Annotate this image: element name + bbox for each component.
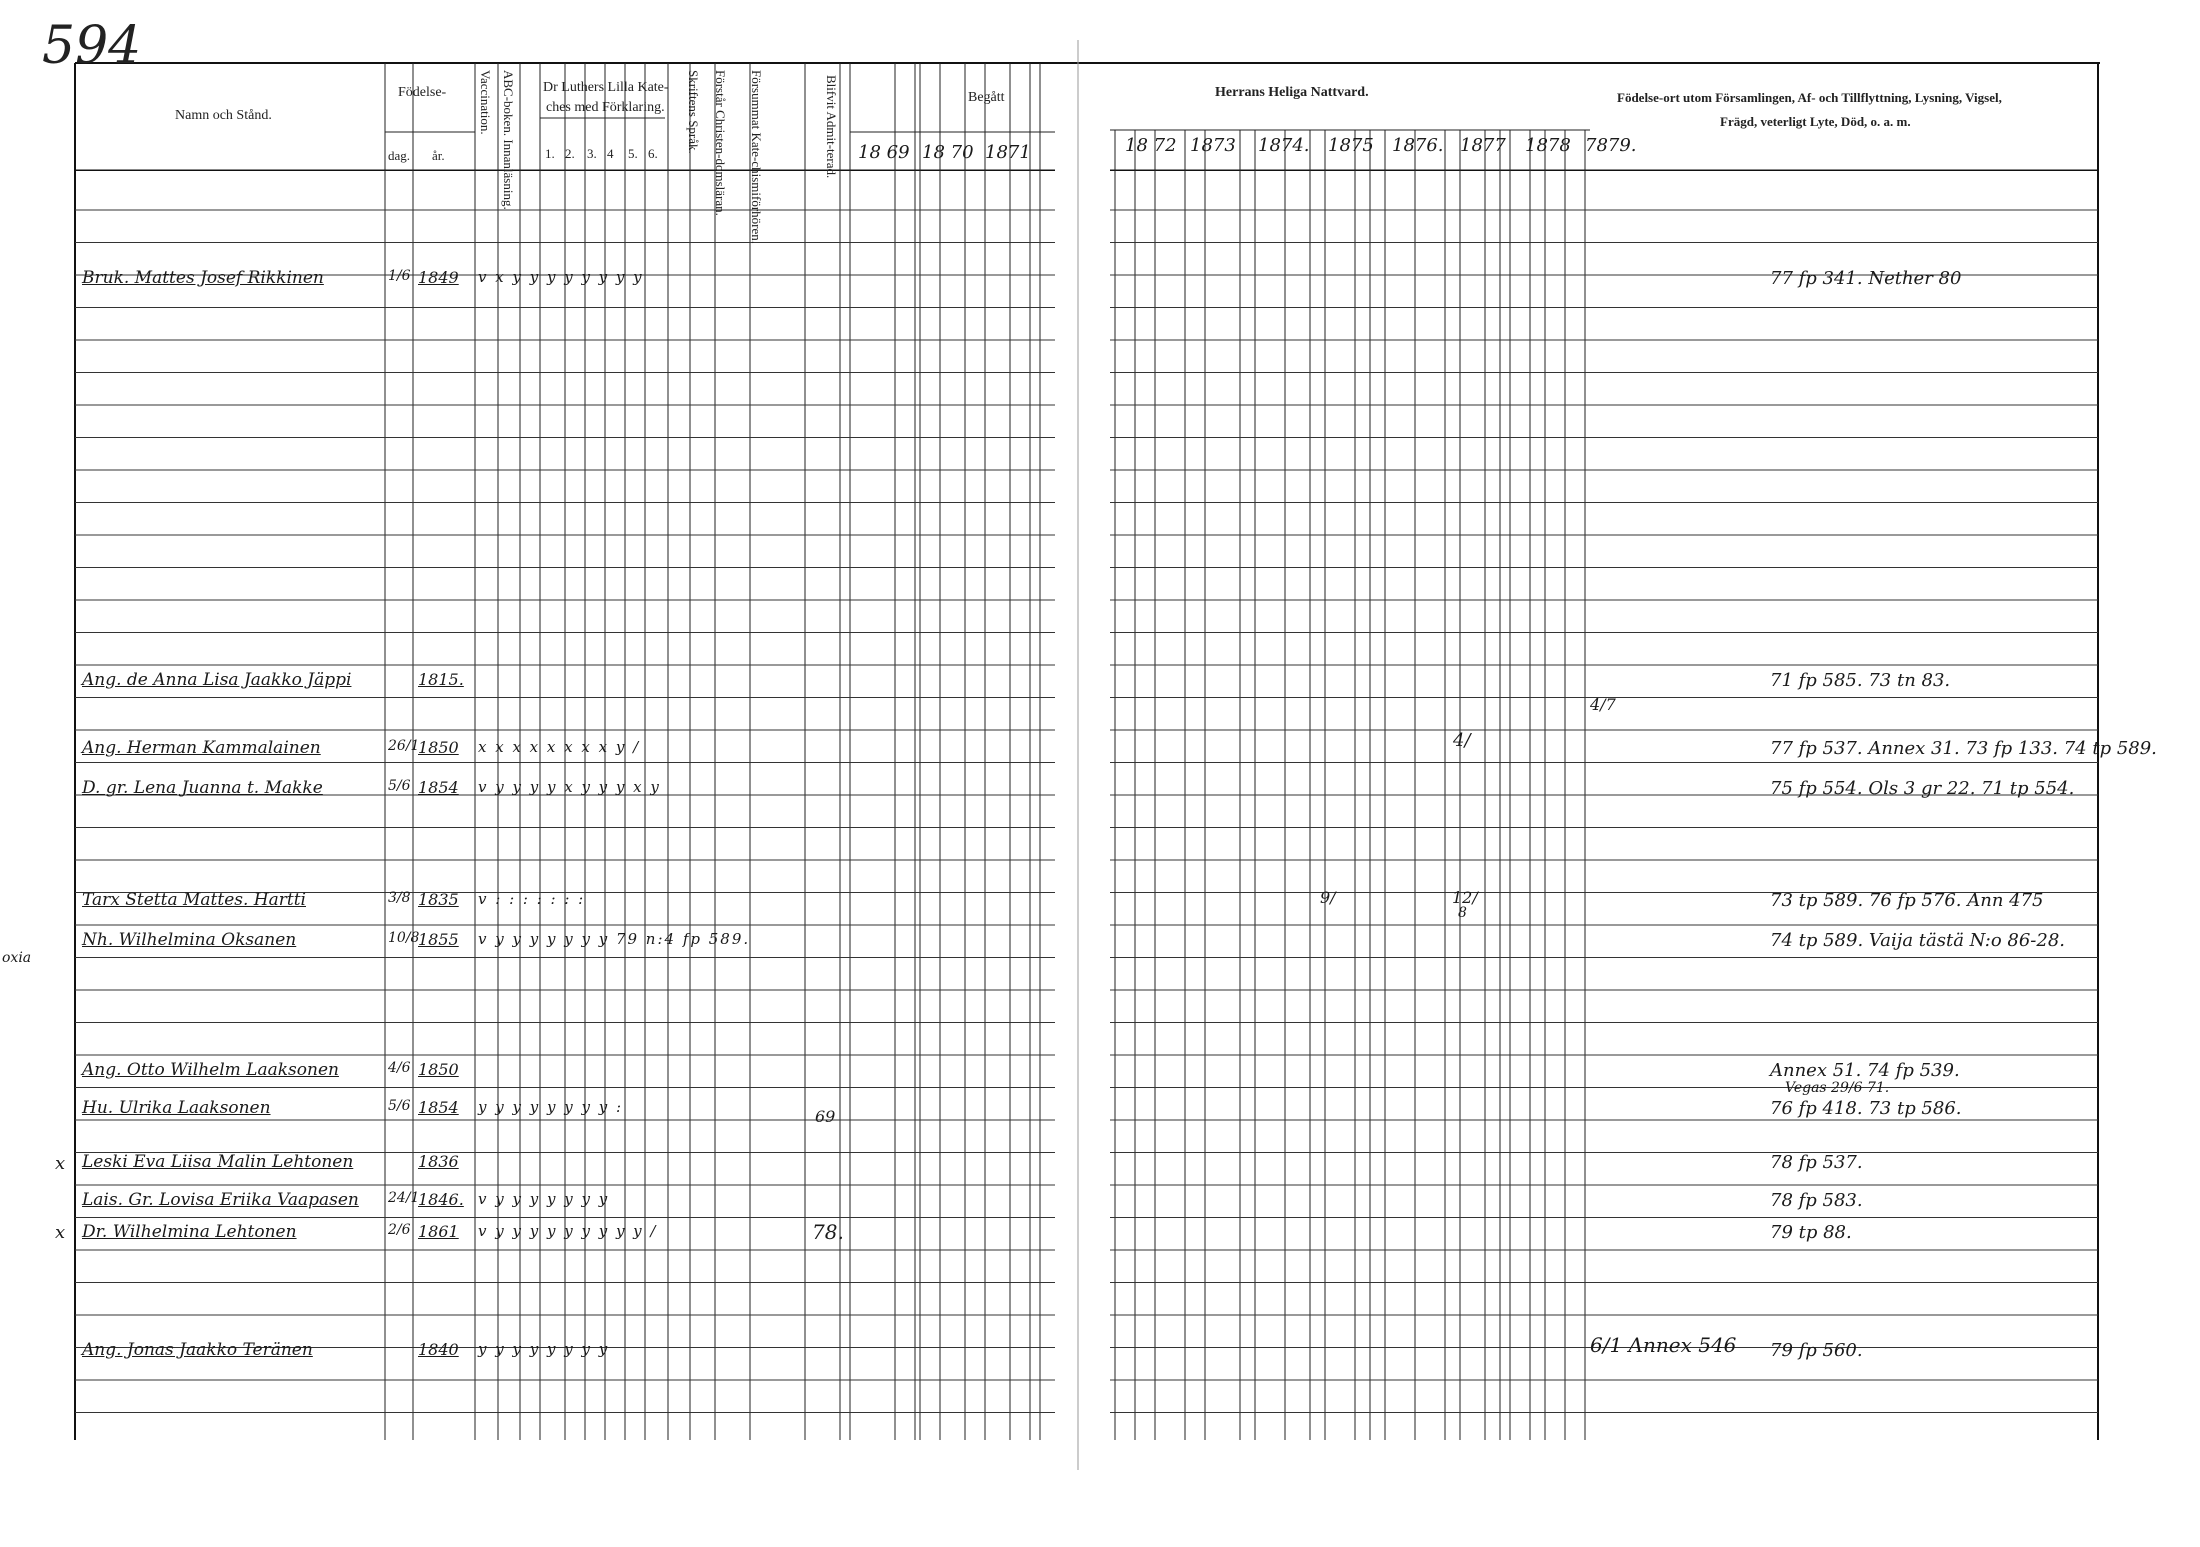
row-birth-year: 1850 [418,738,459,757]
laaksonen-note: Vegas 29/6 71. [1785,1080,1890,1096]
remark-note-1: 4/7 [1590,695,1616,714]
row-catechism-marks: x x x x x x x x y / [478,738,641,756]
row-birth-year: 1840 [418,1340,459,1359]
row-name: Hu. Ulrika Laaksonen [82,1098,271,1118]
communion-mark-1877: 12/ [1452,888,1478,907]
row-catechism-marks: y y y y y y y y [478,1340,610,1358]
row-birth-year: 1850 [418,1060,459,1079]
row-remark: 77 fp 341. Nether 80 [1770,268,1962,289]
row-remark: 78 fp 583. [1770,1190,1863,1211]
row-birth-day: 1/6 [388,268,411,284]
row-birth-day: 3/8 [388,890,411,906]
header-communion: Herrans Heliga Nattvard. [1215,85,1369,100]
row-catechism-marks: v x y y y y y y y y [478,268,644,286]
year-right-8: 7879. [1585,135,1637,156]
row-catechism-marks: v y y y y y y y y y / [478,1222,658,1240]
row-birth-day: 10/8 [388,930,420,946]
row-birth-day: 26/1 [388,738,420,754]
remark-note-2: 6/1 Annex 546 [1590,1333,1737,1357]
row-birth-year: 1854 [418,1098,459,1117]
row-birth-year: 1854 [418,778,459,797]
header-birth-year: år. [432,148,445,163]
page-number: 594 [42,16,142,76]
row-name: Nh. Wilhelmina Oksanen [82,930,297,950]
year-right-6: 1877 [1460,135,1506,156]
row-birth-year: 1861 [418,1222,459,1241]
row-catechism-marks: y y y y y y y y : [478,1098,623,1116]
catechism-col-3: 3. [587,146,597,161]
side-mark-1: x [55,1153,66,1174]
header-birth: Födelse- [398,85,447,100]
header-admitted: Blifvit Admit-terad. [824,75,839,179]
row-birth-year: 1849 [418,268,459,287]
catechism-col-4: 4 [607,146,614,161]
row-remark: 77 fp 537. Annex 31. 73 fp 133. 74 tp 589. [1770,738,2157,759]
year-right-4: 1875 [1328,135,1374,156]
row-name: Ang. de Anna Lisa Jaakko Jäppi [82,670,352,690]
header-birth-day: dag. [388,148,411,163]
header-scripture: Skriftens Språk. [686,70,701,154]
row-catechism-marks: v y y y y y y y 79 n:4 fp 589. [478,930,751,948]
header-luther-2: ches med Förklaring. [546,100,665,115]
left-margin-note: oxia [2,950,32,966]
year-right-7: 1878 [1525,135,1571,156]
row-remark: 74 tp 589. Vaija tästä N:o 86-28. [1770,930,2066,951]
row-birth-day: 4/6 [388,1060,411,1076]
row-birth-year: 1836 [418,1152,459,1171]
year-left-2: 18 70 [922,142,974,163]
row-remark: 71 fp 585. 73 tn 83. [1770,670,1951,691]
row-remark: 79 fp 560. [1770,1340,1863,1361]
year-right-2: 1873 [1190,135,1236,156]
row-birth-year: 1815. [418,670,464,689]
row-birth-day: 5/6 [388,1098,411,1114]
communion-mark-row3: 4/ [1453,730,1471,751]
row-remark: Annex 51. 74 fp 539. [1770,1060,1960,1081]
row-birth-day: 2/6 [388,1222,411,1238]
header-remarks-1: Födelse-ort utom Församlingen, Af- och Tillflyttning, Lysning, Vigsel, [1617,90,2002,105]
header-name: Namn och Stånd. [175,108,272,123]
catechism-col-2: 2. [565,146,575,161]
admitted-mark-2: 78. [812,1220,844,1244]
catechism-col-6: 6. [648,146,658,161]
header-begatt: Begått [968,90,1005,105]
row-birth-day: 24/1 [388,1190,420,1206]
row-catechism-marks: v y y y y y y y [478,1190,610,1208]
row-name: Lais. Gr. Lovisa Eriika Vaapasen [82,1190,359,1210]
year-left-1: 18 69 [858,142,910,163]
row-remark: 78 fp 537. [1770,1152,1863,1173]
header-vaccination: Vaccination. [478,70,493,135]
row-name: Ang. Jonas Jaakko Teränen [82,1340,313,1360]
catechism-col-5: 5. [628,146,638,161]
row-name: Tarx Stetta Mattes. Hartti [82,890,306,910]
catechism-col-1: 1. [545,146,555,161]
row-birth-year: 1835 [418,890,459,909]
row-remark: 76 fp 418. 73 tp 586. [1770,1098,1962,1119]
row-remark: 73 tp 589. 76 fp 576. Ann 475 [1770,890,2044,911]
header-luther-1: Dr Luthers Lilla Kate- [543,80,669,95]
communion-mark-1877-b: 8 [1458,905,1467,921]
header-abc-book: ABC-boken. Innanläsning. [501,70,516,210]
row-birth-year: 1855 [418,930,459,949]
row-name: Bruk. Mattes Josef Rikkinen [82,268,324,288]
header-remarks-2: Frägd, veterligt Lyte, Död, o. a. m. [1720,114,1911,129]
row-name: Ang. Otto Wilhelm Laaksonen [82,1060,339,1080]
row-remark: 75 fp 554. Ols 3 gr 22. 71 tp 554. [1770,778,2075,799]
year-right-3: 1874. [1258,135,1310,156]
header-christianity: Förstår Christen-domsläran. [713,70,728,216]
row-birth-day: 5/6 [388,778,411,794]
communion-mark-1875: 9/ [1320,888,1336,907]
row-name: Ang. Herman Kammalainen [82,738,321,758]
row-birth-year: 1846. [418,1190,464,1209]
admitted-mark-1: 69 [815,1107,836,1126]
year-right-1: 18 72 [1125,135,1177,156]
year-left-3: 1871 [985,142,1031,163]
row-name: Dr. Wilhelmina Lehtonen [82,1222,297,1242]
year-right-5: 1876. [1392,135,1444,156]
row-name: D. gr. Lena Juanna t. Makke [82,778,323,798]
header-catechism-hall: Försummat Kate-chismiförhören. [749,70,764,245]
row-remark: 79 tp 88. [1770,1222,1852,1243]
row-name: Leski Eva Liisa Malin Lehtonen [82,1152,354,1172]
side-mark-2: x [55,1222,66,1243]
row-catechism-marks: v y y y y x y y y x y [478,778,661,796]
row-catechism-marks: v : : : : : : : [478,890,586,908]
